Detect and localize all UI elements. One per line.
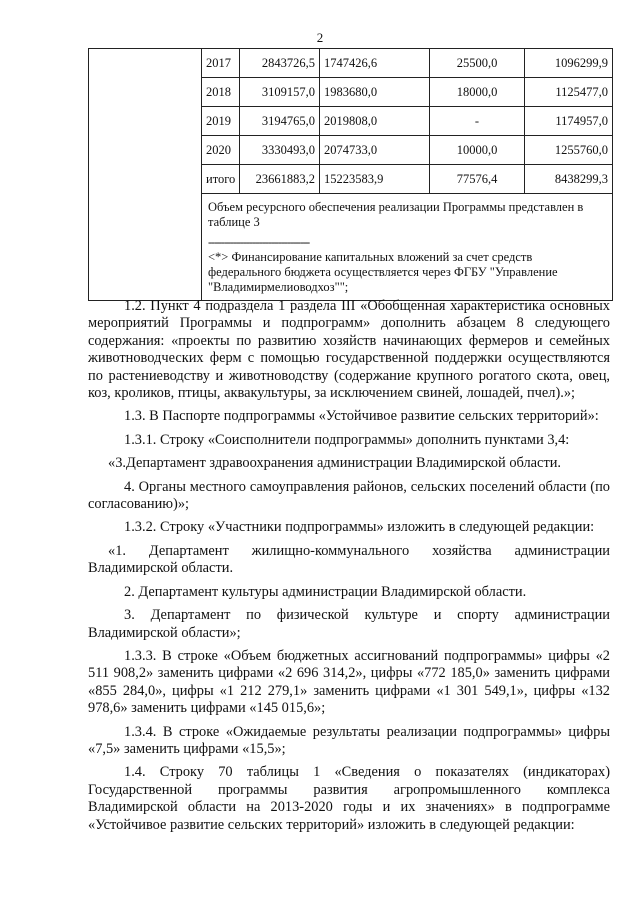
paragraph-1-3: 1.3. В Паспорте подпрограммы «Устойчивое развитие сельских территорий»:: [124, 408, 599, 425]
page-number: 2: [316, 30, 324, 45]
total-cell: 3330493,0: [240, 136, 320, 165]
year-cell: 2017: [202, 49, 240, 78]
federal-cell: 77576,4: [430, 165, 525, 194]
table-note-cell: [202, 194, 613, 301]
total-cell: 23661883,2: [240, 165, 320, 194]
paragraph-1-4: 1.4. Строку 70 таблицы 1 «Сведения о показателях (индикаторах) Государственной программы развития агропромышленного комплекса Владимирской области на 2013-2020 годы и их значениях» в подпрограмме «Устойчивое развитие сельских территорий» изложить в следующей редакции:: [88, 764, 610, 833]
regional-cell: 15223583,9: [320, 165, 430, 194]
paragraph-1-2: 1.2. Пункт 4 подраздела 1 раздела III «Обобщенная характеристика основных мероприятий Программы и подпрограмм» дополнить абзацем 8 следующего содержания: «проекты по развитию хозяйств начинающих фермеров и семейных животноводческих ферм с помощью государственной поддержки осуществляются по растениеводству и животноводству (содержание крупного рогатого скота, овец, коз, кроликов, птицы, аквакультуры, за исключением свиней, лошадей, пчел).»;: [88, 298, 610, 402]
total-cell: 3109157,0: [240, 78, 320, 107]
regional-cell: 1983680,0: [320, 78, 430, 107]
paragraph-participant-1: «1. Департамент жилищно-коммунального хозяйства администрации Владимирской области.: [88, 542, 610, 577]
paragraph-participant-2: 2. Департамент культуры администрации Владимирской области.: [124, 583, 527, 600]
federal-cell: 25500,0: [430, 49, 525, 78]
paragraph-1-3-3: 1.3.3. В строке «Объем бюджетных ассигнований подпрограммы» цифры «2 511 908,2» заменить цифрами «2 696 314,2», цифры «772 185,0» заменить цифрами «855 284,0», цифры «1 212 279,1» заменить цифрами «1 301 549,1», цифры «132 978,6» заменить цифрами «145 015,6»;: [88, 647, 610, 717]
budget-table: [88, 48, 613, 301]
document-body: [88, 298, 610, 834]
regional-cell: 2019808,0: [320, 107, 430, 136]
paragraph-1-3-4: 1.3.4. В строке «Ожидаемые результаты реализации подпрограммы» цифры «7,5» заменить цифрами «15,5»;: [88, 723, 610, 757]
note-divider: --------------------------------: [208, 234, 310, 249]
extra-cell: 1125477,0: [525, 78, 613, 107]
year-cell: 2019: [202, 107, 240, 136]
paragraph-item-3: «3.Департамент здравоохранения администрации Владимирской области.: [108, 455, 562, 472]
year-cell: 2020: [202, 136, 240, 165]
federal-cell: 10000,0: [430, 136, 525, 165]
paragraph-1-3-1: 1.3.1. Строку «Соисполнители подпрограммы» дополнить пунктами 3,4:: [124, 431, 570, 448]
note-footnote-text: <*> Финансирование капитальных вложений за счет средств федерального бюджета осуществляется через ФГБУ "Управление "Владимирмелиоводхоз"";: [208, 249, 558, 295]
federal-cell: 18000,0: [430, 78, 525, 107]
total-cell: 2843726,5: [240, 49, 320, 78]
federal-cell: -: [430, 107, 525, 136]
extra-cell: 8438299,3: [525, 165, 613, 194]
extra-cell: 1096299,9: [525, 49, 613, 78]
total-cell: 3194765,0: [240, 107, 320, 136]
paragraph-item-4: 4. Органы местного самоуправления районов, сельских поселений области (по согласованию)»;: [88, 478, 610, 513]
year-cell: итого: [202, 165, 240, 194]
extra-cell: 1174957,0: [525, 107, 613, 136]
regional-cell: 1747426,6: [320, 49, 430, 78]
note-resource-text: Объем ресурсного обеспечения реализации Программы представлен в таблице 3: [208, 200, 584, 230]
paragraph-participant-3: 3. Департамент по физической культуре и спорту администрации Владимирской области»;: [88, 607, 610, 641]
empty-left-cell: [89, 49, 202, 301]
regional-cell: 2074733,0: [320, 136, 430, 165]
year-cell: 2018: [202, 78, 240, 107]
paragraph-1-3-2: 1.3.2. Строку «Участники подпрограммы» изложить в следующей редакции:: [124, 519, 595, 536]
table-row: [89, 49, 613, 78]
extra-cell: 1255760,0: [525, 136, 613, 165]
